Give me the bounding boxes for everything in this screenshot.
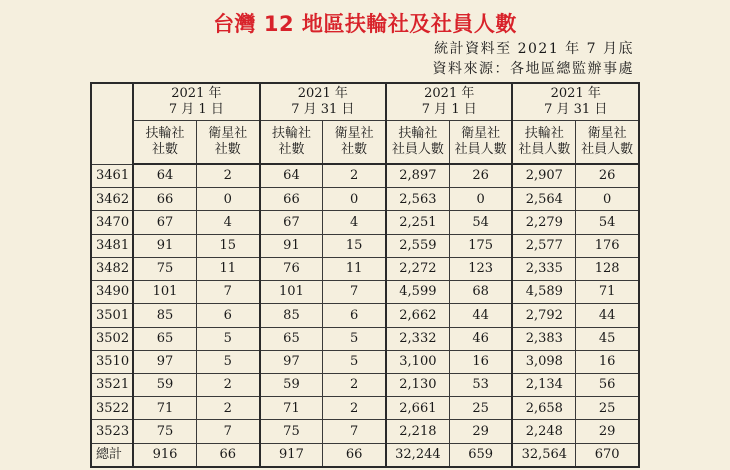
value-cell: 2,332 — [386, 327, 449, 350]
value-cell: 2,658 — [512, 397, 575, 420]
value-cell: 66 — [133, 188, 196, 211]
value-cell: 11 — [323, 257, 386, 280]
value-cell: 2 — [196, 374, 259, 397]
value-cell: 75 — [260, 420, 323, 443]
district-cell: 3462 — [91, 188, 133, 211]
value-cell: 32,244 — [386, 443, 449, 467]
value-cell: 2,383 — [512, 327, 575, 350]
value-cell: 66 — [323, 443, 386, 467]
group-header: 2021 年 7 月 31 日 — [512, 83, 639, 121]
value-cell: 97 — [260, 350, 323, 373]
value-cell: 2 — [323, 164, 386, 188]
value-cell: 2,272 — [386, 257, 449, 280]
value-cell: 2,897 — [386, 164, 449, 188]
value-cell: 7 — [196, 281, 259, 304]
value-cell: 2,563 — [386, 188, 449, 211]
group-header: 2021 年 7 月 1 日 — [133, 83, 259, 121]
value-cell: 0 — [196, 188, 259, 211]
value-cell: 2,792 — [512, 304, 575, 327]
value-cell: 2,248 — [512, 420, 575, 443]
column-header: 衛星社 社員人數 — [449, 121, 512, 165]
table-row — [91, 234, 639, 257]
value-cell: 65 — [260, 327, 323, 350]
value-cell: 75 — [133, 420, 196, 443]
value-cell: 917 — [260, 443, 323, 467]
value-cell: 5 — [196, 350, 259, 373]
value-cell: 85 — [133, 304, 196, 327]
value-cell: 2,218 — [386, 420, 449, 443]
group-header: 2021 年 7 月 1 日 — [386, 83, 512, 121]
value-cell: 2,559 — [386, 234, 449, 257]
table-row — [91, 257, 639, 280]
value-cell: 54 — [576, 211, 639, 234]
value-cell: 916 — [133, 443, 196, 467]
column-header: 扶輪社 社員人數 — [386, 121, 449, 165]
table-row — [91, 397, 639, 420]
value-cell: 76 — [260, 257, 323, 280]
value-cell: 66 — [196, 443, 259, 467]
value-cell: 53 — [449, 374, 512, 397]
value-cell: 71 — [576, 281, 639, 304]
district-cell: 3470 — [91, 211, 133, 234]
table-row — [91, 164, 639, 188]
value-cell: 2,335 — [512, 257, 575, 280]
value-cell: 71 — [260, 397, 323, 420]
value-cell: 2,251 — [386, 211, 449, 234]
page-title: 台灣 12 地區扶輪社及社員人數 — [213, 12, 517, 36]
column-header: 扶輪社 社員人數 — [512, 121, 575, 165]
value-cell: 59 — [133, 374, 196, 397]
value-cell: 46 — [449, 327, 512, 350]
column-header: 衛星社 社員人數 — [576, 121, 639, 165]
value-cell: 64 — [260, 164, 323, 188]
value-cell: 0 — [323, 188, 386, 211]
value-cell: 25 — [449, 397, 512, 420]
value-cell: 11 — [196, 257, 259, 280]
value-cell: 25 — [576, 397, 639, 420]
value-cell: 66 — [260, 188, 323, 211]
district-cell: 3481 — [91, 234, 133, 257]
value-cell: 101 — [260, 281, 323, 304]
value-cell: 29 — [576, 420, 639, 443]
value-cell: 2 — [196, 397, 259, 420]
value-cell: 4 — [196, 211, 259, 234]
value-cell: 3,098 — [512, 350, 575, 373]
data-date-note: 統計資料至 2021 年 7 月底 — [434, 41, 634, 57]
value-cell: 175 — [449, 234, 512, 257]
value-cell: 3,100 — [386, 350, 449, 373]
district-cell: 3461 — [91, 164, 133, 188]
column-header: 扶輪社 社數 — [133, 121, 196, 165]
value-cell: 4 — [323, 211, 386, 234]
value-cell: 2,279 — [512, 211, 575, 234]
value-cell: 176 — [576, 234, 639, 257]
sub-header-row — [91, 121, 639, 165]
value-cell: 68 — [449, 281, 512, 304]
value-cell: 44 — [576, 304, 639, 327]
table-row — [91, 350, 639, 373]
value-cell: 0 — [576, 188, 639, 211]
value-cell: 2,907 — [512, 164, 575, 188]
value-cell: 67 — [260, 211, 323, 234]
value-cell: 0 — [449, 188, 512, 211]
district-cell: 3502 — [91, 327, 133, 350]
district-cell: 3522 — [91, 397, 133, 420]
district-cell: 3510 — [91, 350, 133, 373]
value-cell: 15 — [196, 234, 259, 257]
value-cell: 16 — [449, 350, 512, 373]
value-cell: 91 — [133, 234, 196, 257]
rotary-stats-table — [90, 82, 640, 468]
value-cell: 44 — [449, 304, 512, 327]
district-cell: 3521 — [91, 374, 133, 397]
value-cell: 2 — [323, 374, 386, 397]
value-cell: 2 — [196, 164, 259, 188]
corner-cell — [91, 83, 133, 164]
table-row — [91, 420, 639, 443]
district-cell: 3523 — [91, 420, 133, 443]
value-cell: 670 — [576, 443, 639, 467]
district-cell: 3501 — [91, 304, 133, 327]
table-row — [91, 281, 639, 304]
table-body — [91, 164, 639, 467]
table-row — [91, 211, 639, 234]
value-cell: 85 — [260, 304, 323, 327]
table-row — [91, 443, 639, 467]
table-row — [91, 304, 639, 327]
value-cell: 91 — [260, 234, 323, 257]
table-row — [91, 374, 639, 397]
column-header: 衛星社 社數 — [196, 121, 259, 165]
value-cell: 2,564 — [512, 188, 575, 211]
value-cell: 6 — [196, 304, 259, 327]
value-cell: 56 — [576, 374, 639, 397]
value-cell: 32,564 — [512, 443, 575, 467]
value-cell: 2,130 — [386, 374, 449, 397]
value-cell: 4,589 — [512, 281, 575, 304]
value-cell: 659 — [449, 443, 512, 467]
value-cell: 54 — [449, 211, 512, 234]
value-cell: 7 — [323, 281, 386, 304]
district-cell: 3482 — [91, 257, 133, 280]
value-cell: 123 — [449, 257, 512, 280]
value-cell: 5 — [323, 327, 386, 350]
value-cell: 2,577 — [512, 234, 575, 257]
group-header-row — [91, 83, 639, 121]
value-cell: 101 — [133, 281, 196, 304]
value-cell: 71 — [133, 397, 196, 420]
district-cell: 3490 — [91, 281, 133, 304]
value-cell: 45 — [576, 327, 639, 350]
value-cell: 128 — [576, 257, 639, 280]
value-cell: 5 — [323, 350, 386, 373]
value-cell: 2,134 — [512, 374, 575, 397]
value-cell: 67 — [133, 211, 196, 234]
value-cell: 7 — [323, 420, 386, 443]
value-cell: 75 — [133, 257, 196, 280]
column-header: 扶輪社 社數 — [260, 121, 323, 165]
value-cell: 2,662 — [386, 304, 449, 327]
value-cell: 26 — [449, 164, 512, 188]
value-cell: 26 — [576, 164, 639, 188]
value-cell: 16 — [576, 350, 639, 373]
value-cell: 4,599 — [386, 281, 449, 304]
value-cell: 65 — [133, 327, 196, 350]
value-cell: 5 — [196, 327, 259, 350]
data-source-note: 資料來源：各地區總監辦事處 — [432, 61, 634, 77]
value-cell: 2,661 — [386, 397, 449, 420]
column-header: 衛星社 社數 — [323, 121, 386, 165]
value-cell: 7 — [196, 420, 259, 443]
table-row — [91, 327, 639, 350]
table-row — [91, 188, 639, 211]
value-cell: 29 — [449, 420, 512, 443]
district-cell: 總計 — [91, 443, 133, 467]
value-cell: 59 — [260, 374, 323, 397]
group-header: 2021 年 7 月 31 日 — [260, 83, 386, 121]
value-cell: 2 — [323, 397, 386, 420]
value-cell: 6 — [323, 304, 386, 327]
value-cell: 97 — [133, 350, 196, 373]
value-cell: 64 — [133, 164, 196, 188]
value-cell: 15 — [323, 234, 386, 257]
